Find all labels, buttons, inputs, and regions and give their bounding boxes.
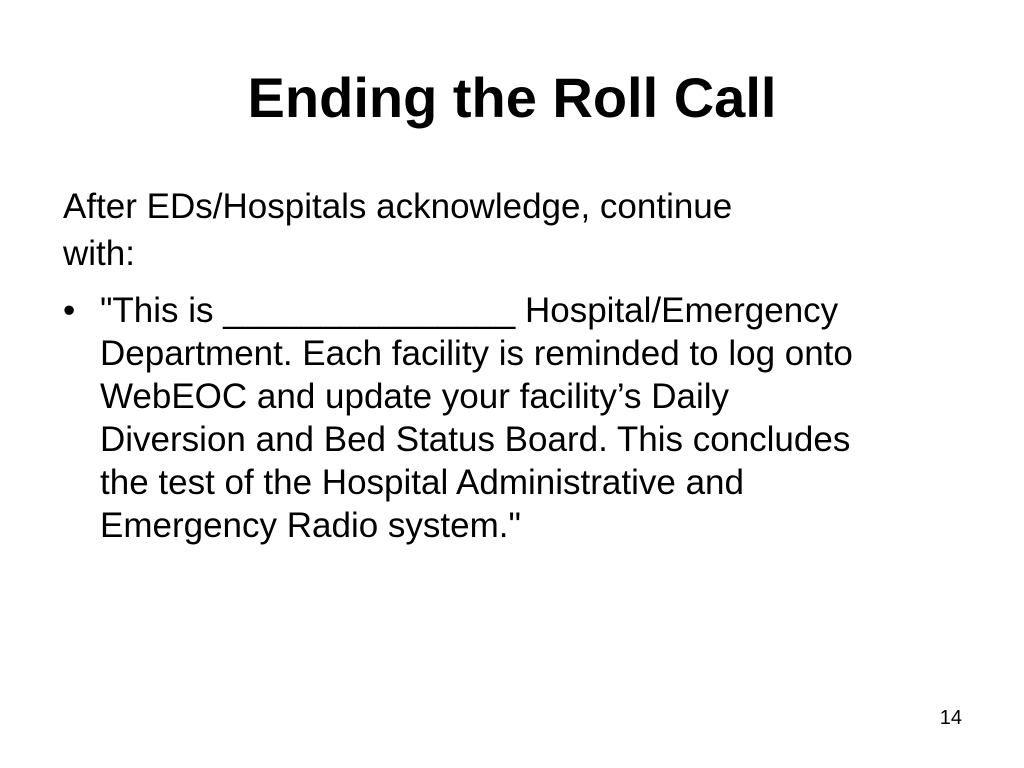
intro-paragraph	[63, 183, 983, 277]
bullet-line: the test of the Hospital Administrative and	[100, 463, 744, 502]
bullet-line: Emergency Radio system."	[100, 506, 521, 545]
intro-line: After EDs/Hospitals acknowledge, continue	[63, 187, 733, 226]
bullet-line: Department. Each facility is reminded to log onto	[100, 334, 853, 373]
bullet-text	[100, 289, 1000, 547]
bullet-line: Diversion and Bed Status Board. This concludes	[100, 420, 851, 459]
intro-line: with:	[63, 234, 135, 273]
bullet-line: WebEOC and update your facility’s Daily	[100, 377, 730, 416]
bullet-line: "This is _______________ Hospital/Emergency	[100, 291, 839, 330]
slide-title: Ending the Roll Call	[247, 66, 777, 129]
page-number: 14	[939, 707, 962, 729]
bullet-marker: •	[63, 291, 76, 330]
